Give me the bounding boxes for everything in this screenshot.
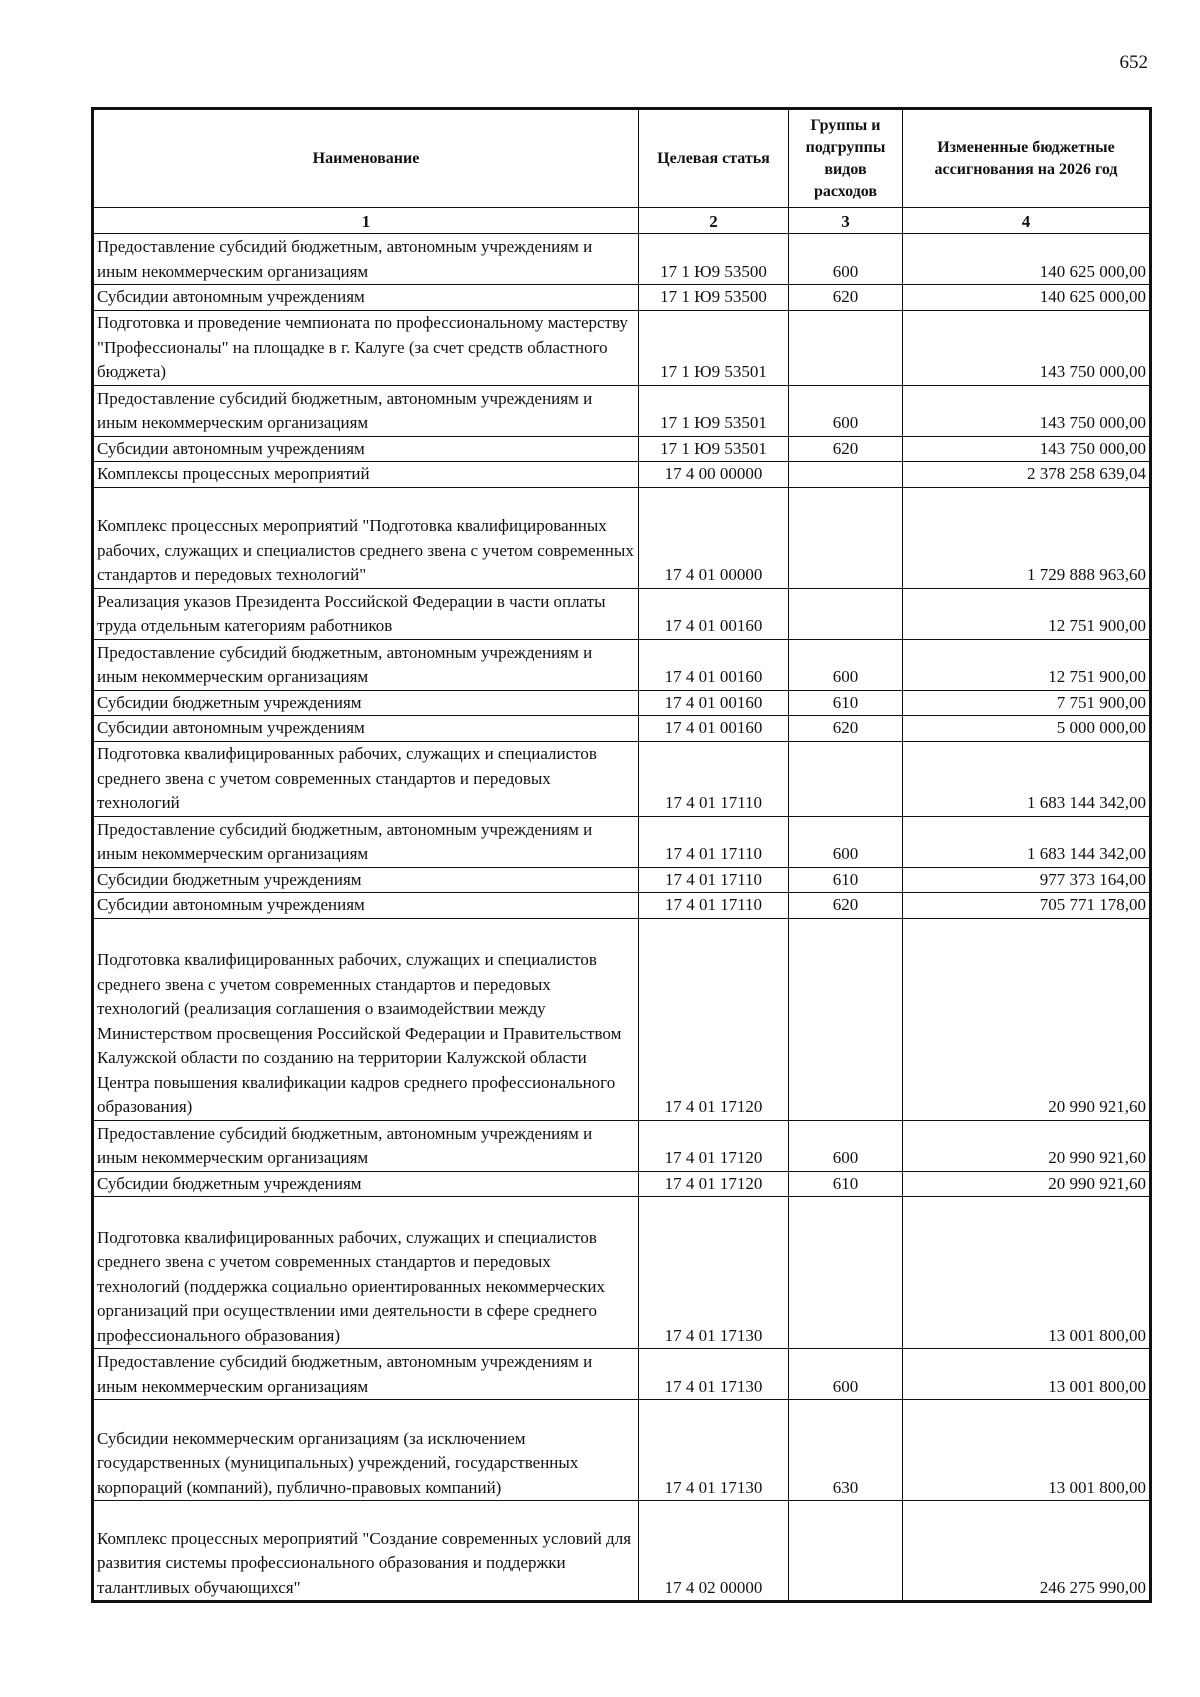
row-amount: 977 373 164,00 bbox=[903, 867, 1151, 893]
table-row bbox=[93, 385, 1151, 436]
row-code: 17 4 01 17120 bbox=[639, 1171, 789, 1197]
row-code: 17 1 Ю9 53500 bbox=[639, 234, 789, 285]
row-code: 17 4 00 00000 bbox=[639, 462, 789, 488]
row-code: 17 4 01 17110 bbox=[639, 893, 789, 919]
table-row bbox=[93, 1120, 1151, 1171]
row-name: Предоставление субсидий бюджетным, автономным учреждениям и иным некоммерческим организациям bbox=[93, 234, 639, 285]
row-code: 17 4 01 17110 bbox=[639, 816, 789, 867]
row-group: 620 bbox=[789, 285, 903, 311]
row-code: 17 1 Ю9 53501 bbox=[639, 436, 789, 462]
row-name: Предоставление субсидий бюджетным, автономным учреждениям и иным некоммерческим организациям bbox=[93, 1349, 639, 1400]
row-amount: 13 001 800,00 bbox=[903, 1349, 1151, 1400]
row-group: 600 bbox=[789, 385, 903, 436]
row-name: Предоставление субсидий бюджетным, автономным учреждениям и иным некоммерческим организациям bbox=[93, 1120, 639, 1171]
row-code: 17 4 01 17130 bbox=[639, 1400, 789, 1501]
table-row bbox=[93, 1197, 1151, 1349]
table-row bbox=[93, 1501, 1151, 1602]
header-groups: Группы и подгруппы видов расходов bbox=[789, 109, 903, 208]
row-amount: 140 625 000,00 bbox=[903, 285, 1151, 311]
row-code: 17 4 01 00160 bbox=[639, 690, 789, 716]
row-name: Субсидии автономным учреждениям bbox=[93, 285, 639, 311]
row-code: 17 1 Ю9 53501 bbox=[639, 310, 789, 385]
row-group: 600 bbox=[789, 639, 903, 690]
row-name: Комплекс процессных мероприятий "Создание современных условий для развития системы профессионального образования и поддержки талантливых обучающихся" bbox=[93, 1501, 639, 1602]
table-row bbox=[93, 285, 1151, 311]
row-amount: 143 750 000,00 bbox=[903, 436, 1151, 462]
column-number: 2 bbox=[639, 208, 789, 234]
row-name: Подготовка квалифицированных рабочих, служащих и специалистов среднего звена с учетом современных стандартов и передовых технологий (реализация соглашения о взаимодействии между Министерством просвещения Российской Федерации и Правительством Калужской области по созданию на территории Калужской области Центра повышения квалификации кадров среднего профессионального образования) bbox=[93, 918, 639, 1120]
header-amount: Измененные бюджетные ассигнования на 2026 год bbox=[903, 109, 1151, 208]
row-amount: 1 683 144 342,00 bbox=[903, 741, 1151, 816]
row-code: 17 4 01 00160 bbox=[639, 639, 789, 690]
column-number: 4 bbox=[903, 208, 1151, 234]
row-group: 610 bbox=[789, 867, 903, 893]
row-group: 600 bbox=[789, 1349, 903, 1400]
row-name: Субсидии бюджетным учреждениям bbox=[93, 1171, 639, 1197]
row-group bbox=[789, 462, 903, 488]
row-amount: 20 990 921,60 bbox=[903, 1120, 1151, 1171]
row-code: 17 1 Ю9 53501 bbox=[639, 385, 789, 436]
row-amount: 13 001 800,00 bbox=[903, 1197, 1151, 1349]
table-row bbox=[93, 310, 1151, 385]
row-code: 17 4 01 17110 bbox=[639, 867, 789, 893]
table-row bbox=[93, 816, 1151, 867]
row-name: Комплексы процессных мероприятий bbox=[93, 462, 639, 488]
table-row bbox=[93, 918, 1151, 1120]
row-group: 600 bbox=[789, 816, 903, 867]
row-name: Предоставление субсидий бюджетным, автономным учреждениям и иным некоммерческим организациям bbox=[93, 385, 639, 436]
row-code: 17 4 01 17130 bbox=[639, 1197, 789, 1349]
table-row bbox=[93, 234, 1151, 285]
row-code: 17 4 01 17130 bbox=[639, 1349, 789, 1400]
column-number: 1 bbox=[93, 208, 639, 234]
row-group: 630 bbox=[789, 1400, 903, 1501]
table-row bbox=[93, 588, 1151, 639]
row-name: Реализация указов Президента Российской Федерации в части оплаты труда отдельным категориям работников bbox=[93, 588, 639, 639]
row-name: Подготовка квалифицированных рабочих, служащих и специалистов среднего звена с учетом современных стандартов и передовых технологий bbox=[93, 741, 639, 816]
row-amount: 20 990 921,60 bbox=[903, 918, 1151, 1120]
row-group: 610 bbox=[789, 690, 903, 716]
table-row bbox=[93, 1400, 1151, 1501]
row-amount: 143 750 000,00 bbox=[903, 310, 1151, 385]
row-code: 17 4 02 00000 bbox=[639, 1501, 789, 1602]
row-name: Предоставление субсидий бюджетным, автономным учреждениям и иным некоммерческим организациям bbox=[93, 816, 639, 867]
row-name: Субсидии бюджетным учреждениям bbox=[93, 690, 639, 716]
row-name: Предоставление субсидий бюджетным, автономным учреждениям и иным некоммерческим организациям bbox=[93, 639, 639, 690]
header-name: Наименование bbox=[93, 109, 639, 208]
table-row bbox=[93, 893, 1151, 919]
row-amount: 140 625 000,00 bbox=[903, 234, 1151, 285]
row-group bbox=[789, 1501, 903, 1602]
column-number-row bbox=[93, 208, 1151, 234]
page-number: 652 bbox=[1119, 52, 1148, 73]
row-group bbox=[789, 588, 903, 639]
row-name: Комплекс процессных мероприятий "Подготовка квалифицированных рабочих, служащих и специалистов среднего звена с учетом современных стандартов и передовых технологий" bbox=[93, 487, 639, 588]
row-amount: 246 275 990,00 bbox=[903, 1501, 1151, 1602]
row-name: Подготовка и проведение чемпионата по профессиональному мастерству "Профессионалы" на площадке в г. Калуге (за счет средств областного бюджета) bbox=[93, 310, 639, 385]
header-row bbox=[93, 109, 1151, 208]
table-row bbox=[93, 487, 1151, 588]
table-row bbox=[93, 639, 1151, 690]
row-amount: 2 378 258 639,04 bbox=[903, 462, 1151, 488]
row-amount: 7 751 900,00 bbox=[903, 690, 1151, 716]
row-amount: 20 990 921,60 bbox=[903, 1171, 1151, 1197]
budget-table bbox=[91, 107, 1152, 1603]
row-amount: 143 750 000,00 bbox=[903, 385, 1151, 436]
row-group bbox=[789, 310, 903, 385]
row-amount: 12 751 900,00 bbox=[903, 639, 1151, 690]
row-name: Субсидии автономным учреждениям bbox=[93, 893, 639, 919]
row-code: 17 4 01 17120 bbox=[639, 1120, 789, 1171]
row-group: 600 bbox=[789, 1120, 903, 1171]
header-target-article: Целевая статья bbox=[639, 109, 789, 208]
row-code: 17 1 Ю9 53500 bbox=[639, 285, 789, 311]
table-row bbox=[93, 1349, 1151, 1400]
row-group: 610 bbox=[789, 1171, 903, 1197]
row-group bbox=[789, 487, 903, 588]
row-amount: 1 683 144 342,00 bbox=[903, 816, 1151, 867]
row-amount: 705 771 178,00 bbox=[903, 893, 1151, 919]
row-code: 17 4 01 00160 bbox=[639, 716, 789, 742]
row-amount: 13 001 800,00 bbox=[903, 1400, 1151, 1501]
row-group: 620 bbox=[789, 436, 903, 462]
row-name: Субсидии автономным учреждениям bbox=[93, 716, 639, 742]
row-group bbox=[789, 1197, 903, 1349]
row-code: 17 4 01 17120 bbox=[639, 918, 789, 1120]
table-row bbox=[93, 1171, 1151, 1197]
table-row bbox=[93, 741, 1151, 816]
row-amount: 1 729 888 963,60 bbox=[903, 487, 1151, 588]
row-name: Субсидии бюджетным учреждениям bbox=[93, 867, 639, 893]
column-number: 3 bbox=[789, 208, 903, 234]
row-group: 620 bbox=[789, 893, 903, 919]
row-code: 17 4 01 00160 bbox=[639, 588, 789, 639]
row-name: Подготовка квалифицированных рабочих, служащих и специалистов среднего звена с учетом современных стандартов и передовых технологий (поддержка социально ориентированных некоммерческих организаций при осуществлении ими деятельности в сфере среднего профессионального образования) bbox=[93, 1197, 639, 1349]
row-group: 600 bbox=[789, 234, 903, 285]
table-row bbox=[93, 867, 1151, 893]
table-row bbox=[93, 462, 1151, 488]
row-amount: 12 751 900,00 bbox=[903, 588, 1151, 639]
row-name: Субсидии автономным учреждениям bbox=[93, 436, 639, 462]
row-amount: 5 000 000,00 bbox=[903, 716, 1151, 742]
row-name: Субсидии некоммерческим организациям (за исключением государственных (муниципальных) учреждений, государственных корпораций (компаний), публично-правовых компаний) bbox=[93, 1400, 639, 1501]
table-row bbox=[93, 436, 1151, 462]
row-code: 17 4 01 17110 bbox=[639, 741, 789, 816]
row-group bbox=[789, 918, 903, 1120]
table-row bbox=[93, 690, 1151, 716]
table-row bbox=[93, 716, 1151, 742]
row-code: 17 4 01 00000 bbox=[639, 487, 789, 588]
row-group bbox=[789, 741, 903, 816]
row-group: 620 bbox=[789, 716, 903, 742]
